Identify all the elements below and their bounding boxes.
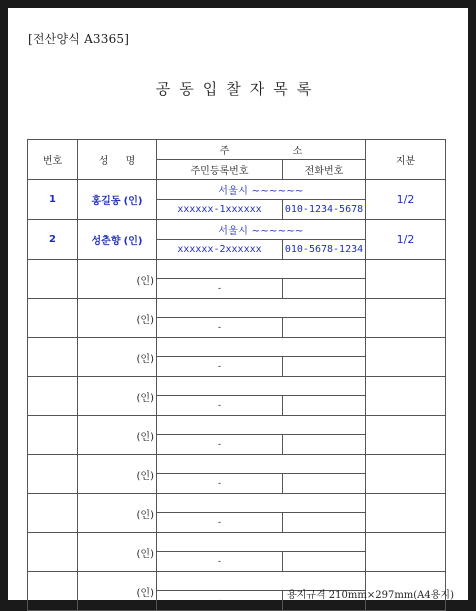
row1-number: 1 xyxy=(28,180,78,220)
row2-name-cell xyxy=(78,220,157,260)
empty-resident-id: - xyxy=(157,279,283,299)
row1-share: 1/2 xyxy=(366,180,446,220)
empty-name-seal: (인) xyxy=(78,494,157,533)
empty-name-seal: (인) xyxy=(78,377,157,416)
bidder-table xyxy=(27,139,446,611)
row1-address: 서울시 ~~~~~~ xyxy=(157,180,366,200)
empty-resident-id: - xyxy=(157,591,283,611)
empty-address xyxy=(157,455,366,474)
empty-phone xyxy=(283,279,366,299)
header-name: 성 명 xyxy=(78,140,157,180)
empty-number xyxy=(28,338,78,377)
empty-resident-id: - xyxy=(157,318,283,338)
empty-name-seal: (인) xyxy=(78,299,157,338)
row2-name: 성춘향 xyxy=(91,236,121,247)
row1-resident-id: xxxxxx-1xxxxxx xyxy=(157,200,283,220)
empty-phone xyxy=(283,552,366,572)
empty-share xyxy=(366,455,446,494)
empty-phone xyxy=(283,435,366,455)
empty-number xyxy=(28,377,78,416)
empty-address xyxy=(157,416,366,435)
empty-address xyxy=(157,494,366,513)
empty-resident-id: - xyxy=(157,396,283,416)
row2-share: 1/2 xyxy=(366,220,446,260)
row1-phone: 010-1234-5678 xyxy=(283,200,366,220)
empty-share xyxy=(366,416,446,455)
empty-share xyxy=(366,377,446,416)
empty-name-seal: (인) xyxy=(78,338,157,377)
empty-number xyxy=(28,494,78,533)
row2-seal: (인) xyxy=(123,236,143,247)
empty-address xyxy=(157,533,366,552)
paper-size-note: 용지규격 210mm×297mm(A4용지) xyxy=(286,590,454,601)
row2-phone: 010-5678-1234 xyxy=(283,240,366,260)
empty-number xyxy=(28,260,78,299)
empty-phone xyxy=(283,396,366,416)
empty-phone xyxy=(283,474,366,494)
empty-phone xyxy=(283,513,366,533)
empty-share xyxy=(366,533,446,572)
empty-number xyxy=(28,299,78,338)
empty-phone xyxy=(283,357,366,377)
empty-number xyxy=(28,455,78,494)
row2-address: 서울시 ~~~~~~ xyxy=(157,220,366,240)
empty-phone xyxy=(283,318,366,338)
header-phone: 전화번호 xyxy=(283,160,366,180)
empty-resident-id: - xyxy=(157,357,283,377)
header-number: 번호 xyxy=(28,140,78,180)
empty-address xyxy=(157,338,366,357)
empty-number xyxy=(28,572,78,611)
empty-resident-id: - xyxy=(157,552,283,572)
row2-resident-id: xxxxxx-2xxxxxx xyxy=(157,240,283,260)
row1-name: 홍길동 xyxy=(91,196,121,207)
empty-share xyxy=(366,260,446,299)
empty-name-seal: (인) xyxy=(78,455,157,494)
empty-address xyxy=(157,260,366,279)
empty-name-seal: (인) xyxy=(78,416,157,455)
empty-address xyxy=(157,299,366,318)
header-address: 주 소 xyxy=(157,140,366,160)
form-page xyxy=(8,8,468,606)
empty-resident-id: - xyxy=(157,435,283,455)
empty-share xyxy=(366,494,446,533)
empty-address xyxy=(157,377,366,396)
empty-name-seal: (인) xyxy=(78,260,157,299)
header-resident-id: 주민등록번호 xyxy=(157,160,283,180)
page-title: 공동입찰자목록 xyxy=(155,80,321,98)
empty-name-seal: (인) xyxy=(78,533,157,572)
row1-seal: (인) xyxy=(123,196,143,207)
empty-name-seal: (인) xyxy=(78,572,157,611)
empty-resident-id: - xyxy=(157,474,283,494)
empty-number xyxy=(28,533,78,572)
empty-share xyxy=(366,338,446,377)
empty-share xyxy=(366,299,446,338)
form-code: [전산양식 A3365] xyxy=(28,32,130,46)
empty-number xyxy=(28,416,78,455)
row1-name-cell xyxy=(78,180,157,220)
empty-resident-id: - xyxy=(157,513,283,533)
header-share: 지분 xyxy=(366,140,446,180)
row2-number: 2 xyxy=(28,220,78,260)
